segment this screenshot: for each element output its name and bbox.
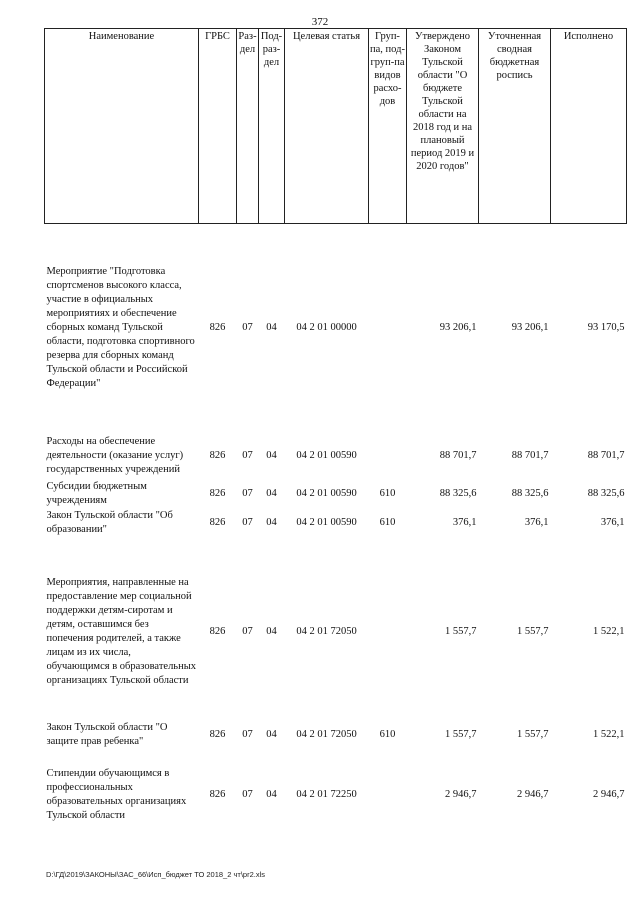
row-name: Расходы на обеспечение деятельности (оказание услуг) государственных учреждений — [46, 436, 184, 475]
row-name: Закон Тульской области "О защите прав ребенка" — [46, 722, 168, 747]
table-row — [45, 224, 627, 417]
row-target: 04 2 01 00000 — [296, 322, 357, 333]
row-approved: 1 557,7 — [445, 626, 477, 637]
row-target: 04 2 01 00590 — [296, 450, 357, 461]
table-row — [45, 538, 627, 712]
row-razdel: 07 — [242, 789, 253, 800]
row-grbs: 826 — [209, 488, 226, 499]
row-grbs: 826 — [209, 517, 226, 528]
header-specified: Уточненная сводная бюджетная роспись — [479, 29, 551, 224]
row-executed: 376,1 — [600, 517, 625, 528]
row-target: 04 2 01 00590 — [296, 488, 357, 499]
row-vid: 610 — [379, 517, 396, 528]
header-approved: Утверждено Законом Тульской области "О бюджете Тульской области на 2018 год и на плановый период 2019 и 2020 годов" — [407, 29, 479, 224]
header-row — [45, 29, 627, 224]
row-grbs: 826 — [209, 322, 226, 333]
header-grbs: ГРБС — [199, 29, 237, 224]
row-grbs: 826 — [209, 729, 226, 740]
table-row — [45, 416, 627, 480]
row-executed: 88 701,7 — [587, 450, 625, 461]
row-vid — [369, 750, 407, 832]
row-podrazdel: 04 — [266, 517, 277, 528]
row-approved: 376,1 — [452, 517, 477, 528]
row-name: Мероприятия, направленные на предоставление мер социальной поддержки детям-сиротам и детям, оставшимся без попечения родителей, а также лицам из их числа, обучающимся в образовательных организациях Тульской области — [46, 577, 197, 686]
header-podrazdel: Под-раз-дел — [259, 29, 285, 224]
row-podrazdel: 04 — [266, 729, 277, 740]
row-grbs: 826 — [209, 626, 226, 637]
row-approved: 93 206,1 — [439, 322, 477, 333]
header-vid: Груп-па, под-груп-па видов расхо-дов — [369, 29, 407, 224]
footer-file-path: D:\ГД\2019\ЗАКОНЫ\ЗАС_66\Исп_бюджет ТО 2018_2 чт\pr2.xls — [46, 870, 265, 879]
row-specified: 2 946,7 — [517, 789, 549, 800]
row-specified: 376,1 — [524, 517, 549, 528]
row-vid: 610 — [379, 488, 396, 499]
row-podrazdel: 04 — [266, 488, 277, 499]
row-executed: 2 946,7 — [593, 789, 625, 800]
row-approved: 1 557,7 — [445, 729, 477, 740]
row-razdel: 07 — [242, 517, 253, 528]
row-approved: 88 701,7 — [439, 450, 477, 461]
row-razdel: 07 — [242, 488, 253, 499]
row-target: 04 2 01 72250 — [296, 789, 357, 800]
budget-table — [44, 28, 627, 832]
row-target: 04 2 01 72050 — [296, 729, 357, 740]
table-row — [45, 480, 627, 508]
row-podrazdel: 04 — [266, 450, 277, 461]
row-razdel: 07 — [242, 450, 253, 461]
row-name: Стипендии обучающимся в профессиональных образовательных организациях Тульской области — [46, 768, 187, 821]
header-name: Наименование — [45, 29, 199, 224]
row-approved: 2 946,7 — [445, 789, 477, 800]
row-specified: 1 557,7 — [517, 729, 549, 740]
row-vid — [369, 224, 407, 417]
table-row — [45, 508, 627, 538]
row-executed: 93 170,5 — [587, 322, 625, 333]
row-grbs: 826 — [209, 789, 226, 800]
row-executed: 88 325,6 — [587, 488, 625, 499]
table-row — [45, 712, 627, 750]
row-podrazdel: 04 — [266, 322, 277, 333]
row-specified: 1 557,7 — [517, 626, 549, 637]
table-row — [45, 750, 627, 832]
row-vid: 610 — [379, 729, 396, 740]
row-specified: 93 206,1 — [511, 322, 549, 333]
row-executed: 1 522,1 — [593, 626, 625, 637]
row-specified: 88 325,6 — [511, 488, 549, 499]
row-vid — [369, 538, 407, 712]
row-approved: 88 325,6 — [439, 488, 477, 499]
row-vid — [369, 416, 407, 480]
row-razdel: 07 — [242, 729, 253, 740]
row-razdel: 07 — [242, 626, 253, 637]
row-name: Закон Тульской области "Об образовании" — [46, 510, 173, 535]
row-name: Субсидии бюджетным учреждениям — [46, 481, 147, 506]
row-target: 04 2 01 00590 — [296, 517, 357, 528]
row-podrazdel: 04 — [266, 789, 277, 800]
page-number: 372 — [311, 16, 329, 28]
row-name: Мероприятие "Подготовка спортсменов высокого класса, участие в официальных мероприятиях и обеспечение сборных команд Тульской области, подготовка спортивного резерва для сборных команд Тульской области и Российской Федерации" — [46, 266, 195, 389]
row-grbs: 826 — [209, 450, 226, 461]
row-specified: 88 701,7 — [511, 450, 549, 461]
row-target: 04 2 01 72050 — [296, 626, 357, 637]
header-razdel: Раз-дел — [237, 29, 259, 224]
row-razdel: 07 — [242, 322, 253, 333]
row-podrazdel: 04 — [266, 626, 277, 637]
header-target: Целевая статья — [285, 29, 369, 224]
header-executed: Исполнено — [551, 29, 627, 224]
row-executed: 1 522,1 — [593, 729, 625, 740]
